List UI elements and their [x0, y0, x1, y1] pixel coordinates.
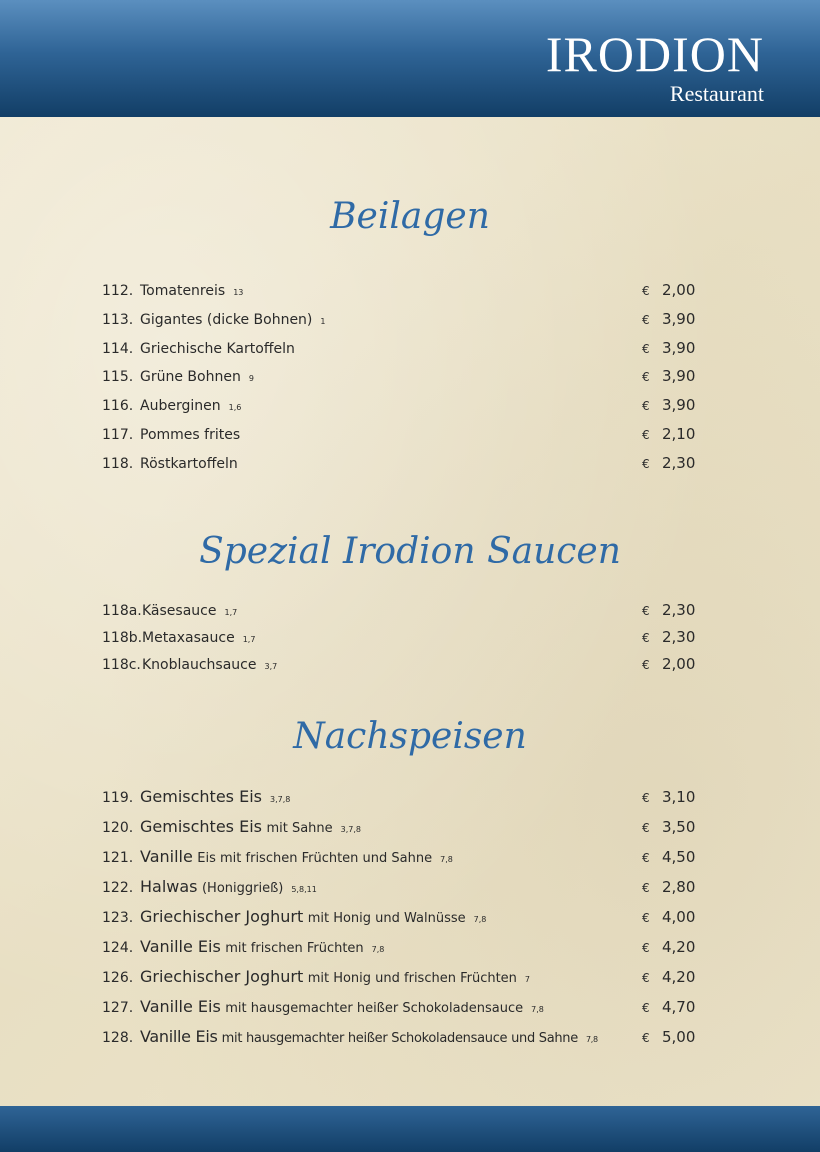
item-name-group — [140, 877, 642, 896]
item-description: mit Sahne — [266, 821, 333, 836]
menu-item — [102, 817, 694, 841]
item-price: 3,10 — [662, 788, 696, 806]
item-price: 4,20 — [662, 938, 696, 956]
item-number: 113. — [102, 312, 134, 328]
item-price: 4,70 — [662, 998, 696, 1016]
currency-symbol: € — [642, 658, 650, 672]
item-price: 2,80 — [662, 878, 696, 896]
item-name-group — [140, 341, 642, 357]
item-number: 118a. — [102, 603, 142, 619]
brand-subtitle: Restaurant — [669, 81, 764, 106]
item-name: Metaxasauce — [142, 630, 235, 646]
item-name-group — [140, 456, 642, 472]
item-number: 122. — [102, 880, 134, 896]
item-description: (Honiggrieß) — [201, 881, 284, 896]
menu-item — [102, 454, 694, 478]
item-name: Pommes frites — [140, 427, 241, 443]
menu-item — [102, 1027, 694, 1051]
item-name-group — [140, 997, 642, 1016]
item-allergen: 1,7 — [242, 635, 256, 644]
menu-item — [102, 847, 694, 871]
brand-logo — [546, 28, 764, 106]
menu-item — [102, 655, 694, 679]
item-price: 2,10 — [662, 425, 696, 443]
menu-item — [102, 339, 694, 363]
currency-symbol: € — [642, 604, 650, 618]
item-number: 120. — [102, 820, 134, 836]
item-allergen: 3,7 — [264, 662, 278, 671]
item-description: mit frischen Früchten — [225, 941, 364, 956]
item-allergen: 7,8 — [473, 915, 487, 924]
item-number: 118b. — [102, 630, 143, 646]
item-name-group — [142, 657, 642, 673]
item-name-group — [140, 967, 642, 986]
item-price: 3,90 — [662, 396, 696, 414]
item-number: 114. — [102, 341, 134, 357]
item-allergen: 7,8 — [371, 945, 385, 954]
item-price: 5,00 — [662, 1028, 696, 1046]
item-name: Gemischtes Eis — [140, 817, 262, 836]
item-description: mit hausgemachter heißer Schokoladensauce — [225, 1001, 524, 1016]
item-allergen: 5,8,11 — [291, 885, 317, 894]
item-name: Vanille Eis — [140, 997, 221, 1016]
item-price: 2,30 — [662, 601, 696, 619]
currency-symbol: € — [642, 457, 650, 471]
currency-symbol: € — [642, 399, 650, 413]
item-allergen: 3,7,8 — [340, 825, 361, 834]
item-allergen: 7,8 — [440, 855, 453, 864]
item-name: Käsesauce — [142, 603, 217, 619]
currency-symbol: € — [642, 1001, 650, 1015]
item-allergen: 7,8 — [531, 1005, 544, 1014]
item-price: 4,50 — [662, 848, 696, 866]
item-name-group — [140, 369, 642, 385]
menu-item — [102, 997, 694, 1021]
item-allergen: 3,7,8 — [269, 795, 291, 804]
item-allergen: 1,6 — [228, 403, 242, 412]
item-number: 121. — [102, 850, 134, 866]
item-name-group — [140, 427, 642, 443]
item-name: Knoblauchsauce — [142, 657, 257, 673]
menu-item — [102, 310, 694, 334]
item-number: 126. — [102, 970, 134, 986]
item-name-group — [140, 847, 642, 866]
menu-item — [102, 425, 694, 449]
item-number: 128. — [102, 1030, 134, 1046]
footer-banner — [0, 1106, 820, 1152]
item-name-group — [140, 937, 642, 956]
item-allergen: 7 — [524, 975, 531, 984]
item-name: Halwas — [140, 877, 198, 896]
item-number: 119. — [102, 790, 134, 806]
item-price: 4,00 — [662, 908, 696, 926]
item-name-group — [140, 312, 642, 328]
brand-name: IRODION — [545, 26, 764, 82]
item-name: Vanille — [140, 847, 193, 866]
item-name: Tomatenreis — [140, 283, 226, 299]
menu-item — [102, 967, 694, 991]
currency-symbol: € — [642, 791, 650, 805]
item-number: 116. — [102, 398, 134, 414]
currency-symbol: € — [642, 342, 650, 356]
menu-item — [102, 937, 694, 961]
item-name: Vanille Eis — [140, 937, 221, 956]
currency-symbol: € — [642, 631, 650, 645]
currency-symbol: € — [642, 941, 650, 955]
item-allergen: 13 — [233, 288, 244, 297]
item-name: Auberginen — [140, 398, 221, 414]
currency-symbol: € — [642, 881, 650, 895]
currency-symbol: € — [642, 370, 650, 384]
item-name-group — [140, 787, 642, 806]
item-price: 3,90 — [662, 339, 696, 357]
item-name-group — [140, 907, 642, 926]
item-description: mit hausgemachter heißer Schokoladensauce und Sahne — [221, 1031, 578, 1046]
currency-symbol: € — [642, 851, 650, 865]
header-banner — [0, 0, 820, 117]
item-name-group — [140, 283, 642, 299]
item-name: Gemischtes Eis — [140, 787, 262, 806]
menu-item — [102, 628, 694, 652]
item-number: 124. — [102, 940, 134, 956]
item-price: 2,00 — [662, 281, 696, 299]
item-name-group — [140, 1027, 642, 1046]
section-title-saucen: Spezial Irodion Saucen — [199, 531, 621, 572]
item-name-group — [140, 398, 642, 414]
currency-symbol: € — [642, 313, 650, 327]
currency-symbol: € — [642, 1031, 650, 1045]
menu-item — [102, 367, 694, 391]
item-number: 112. — [102, 283, 134, 299]
menu-item — [102, 396, 694, 420]
item-name-group — [142, 603, 642, 619]
item-price: 3,90 — [662, 310, 696, 328]
currency-symbol: € — [642, 971, 650, 985]
item-price: 3,50 — [662, 818, 696, 836]
item-description: Eis mit frischen Früchten und Sahne — [197, 851, 433, 866]
item-price: 2,30 — [662, 454, 696, 472]
item-name: Griechische Kartoffeln — [140, 341, 295, 357]
item-number: 117. — [102, 427, 134, 443]
item-price: 2,00 — [662, 655, 696, 673]
menu-item — [102, 877, 694, 901]
item-price: 2,30 — [662, 628, 696, 646]
item-name: Röstkartoffeln — [140, 456, 238, 472]
item-description: mit Honig und Walnüsse — [307, 911, 466, 926]
item-name-group — [142, 630, 642, 646]
menu-item — [102, 907, 694, 931]
item-number: 118. — [102, 456, 134, 472]
item-allergen: 7,8 — [585, 1035, 598, 1044]
item-name: Griechischer Joghurt — [140, 907, 304, 926]
currency-symbol: € — [642, 911, 650, 925]
currency-symbol: € — [642, 428, 650, 442]
item-number: 118c. — [102, 657, 141, 673]
item-number: 127. — [102, 1000, 134, 1016]
item-price: 4,20 — [662, 968, 696, 986]
section-title-beilagen: Beilagen — [330, 196, 490, 237]
item-name: Gigantes (dicke Bohnen) — [140, 312, 313, 328]
item-allergen: 1 — [320, 317, 326, 326]
menu-item — [102, 601, 694, 625]
item-allergen: 9 — [248, 374, 254, 383]
item-name: Vanille Eis — [140, 1027, 218, 1046]
item-price: 3,90 — [662, 367, 696, 385]
menu-item — [102, 281, 694, 305]
item-number: 123. — [102, 910, 134, 926]
menu-item — [102, 787, 694, 811]
item-name: Griechischer Joghurt — [140, 967, 304, 986]
item-description: mit Honig und frischen Früchten — [307, 971, 517, 986]
item-name: Grüne Bohnen — [140, 369, 241, 385]
section-title-nachspeisen: Nachspeisen — [293, 716, 527, 757]
item-number: 115. — [102, 369, 134, 385]
item-name-group — [140, 817, 642, 836]
item-allergen: 1,7 — [224, 608, 238, 617]
currency-symbol: € — [642, 821, 650, 835]
currency-symbol: € — [642, 284, 650, 298]
